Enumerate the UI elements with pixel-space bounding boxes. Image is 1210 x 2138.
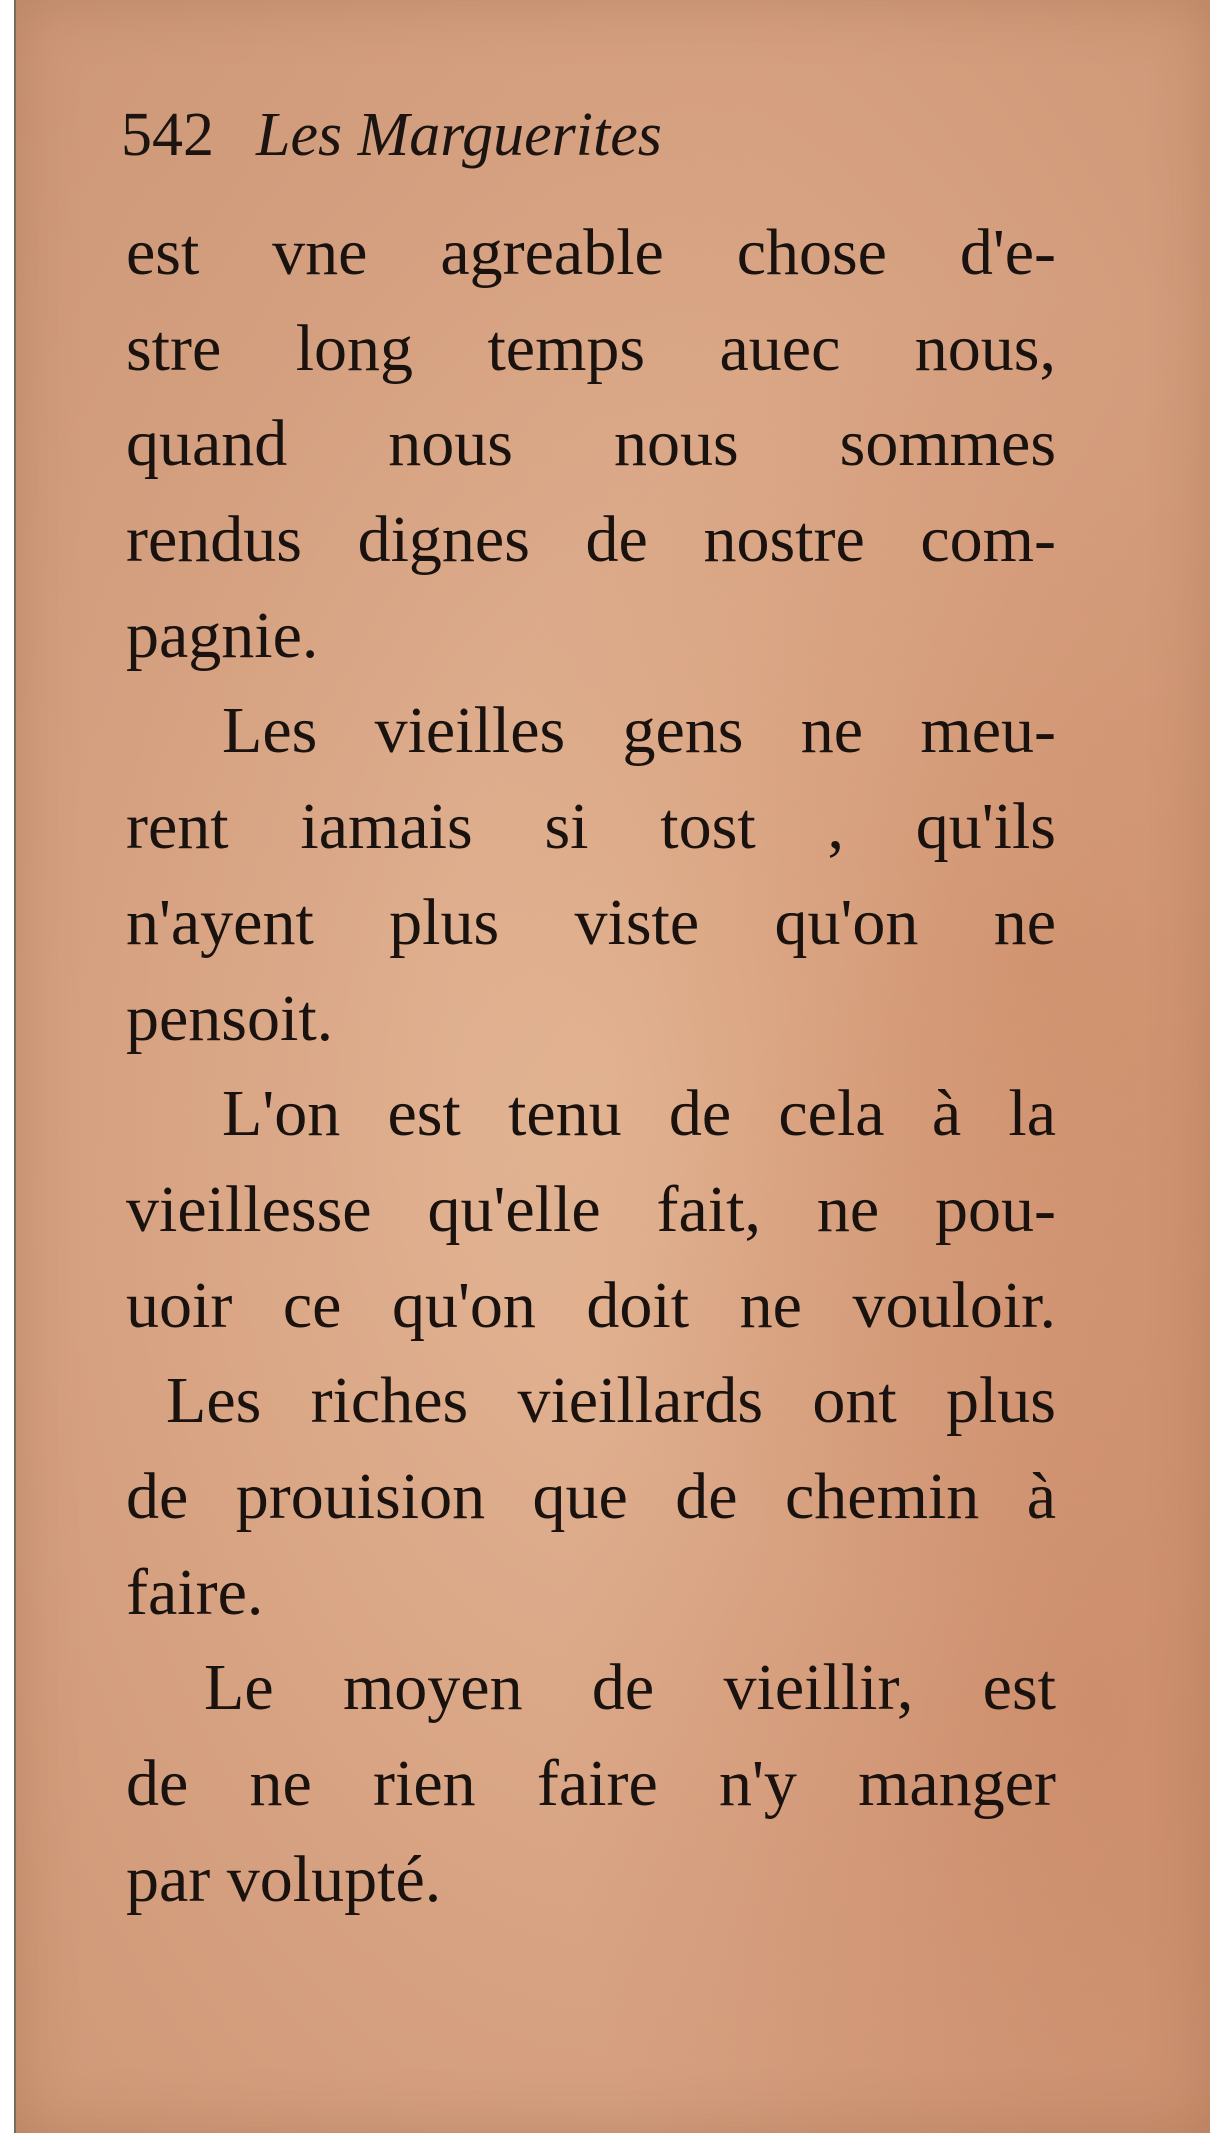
text-line: est vne agreable chose d'e-	[126, 216, 1056, 289]
text-line: Le moyen de vieillir, est	[204, 1651, 1056, 1725]
text-line: uoir ce qu'on doit ne vouloir.	[126, 1268, 1056, 1342]
book-page	[14, 0, 1210, 2133]
text-line: stre long temps auec nous,	[126, 311, 1056, 385]
text-line: vieillesse qu'elle fait, ne pou-	[126, 1172, 1056, 1246]
text-line: par volupté.	[126, 1842, 442, 1916]
text-line: quand nous nous sommes	[126, 407, 1056, 481]
text-line: L'on est tenu de cela à la	[222, 1077, 1056, 1151]
text-line: pagnie.	[126, 598, 319, 672]
page-number: 542	[121, 101, 214, 169]
running-head	[121, 100, 662, 171]
text-line: faire.	[126, 1555, 264, 1629]
text-line: n'ayent plus viste qu'on ne	[126, 885, 1056, 959]
text-line: pensoit.	[126, 981, 334, 1055]
text-line: Les vieilles gens ne meu-	[222, 694, 1056, 768]
running-title: Les Marguerites	[256, 101, 662, 169]
text-line: Les riches vieillards ont plus	[166, 1364, 1056, 1438]
text-line: de prouision que de chemin à	[126, 1459, 1056, 1533]
text-block	[126, 205, 1056, 1927]
text-line: rendus dignes de nostre com-	[126, 503, 1056, 577]
text-line: rent iamais si tost , qu'ils	[126, 790, 1056, 864]
text-line: de ne rien faire n'y manger	[126, 1747, 1056, 1820]
